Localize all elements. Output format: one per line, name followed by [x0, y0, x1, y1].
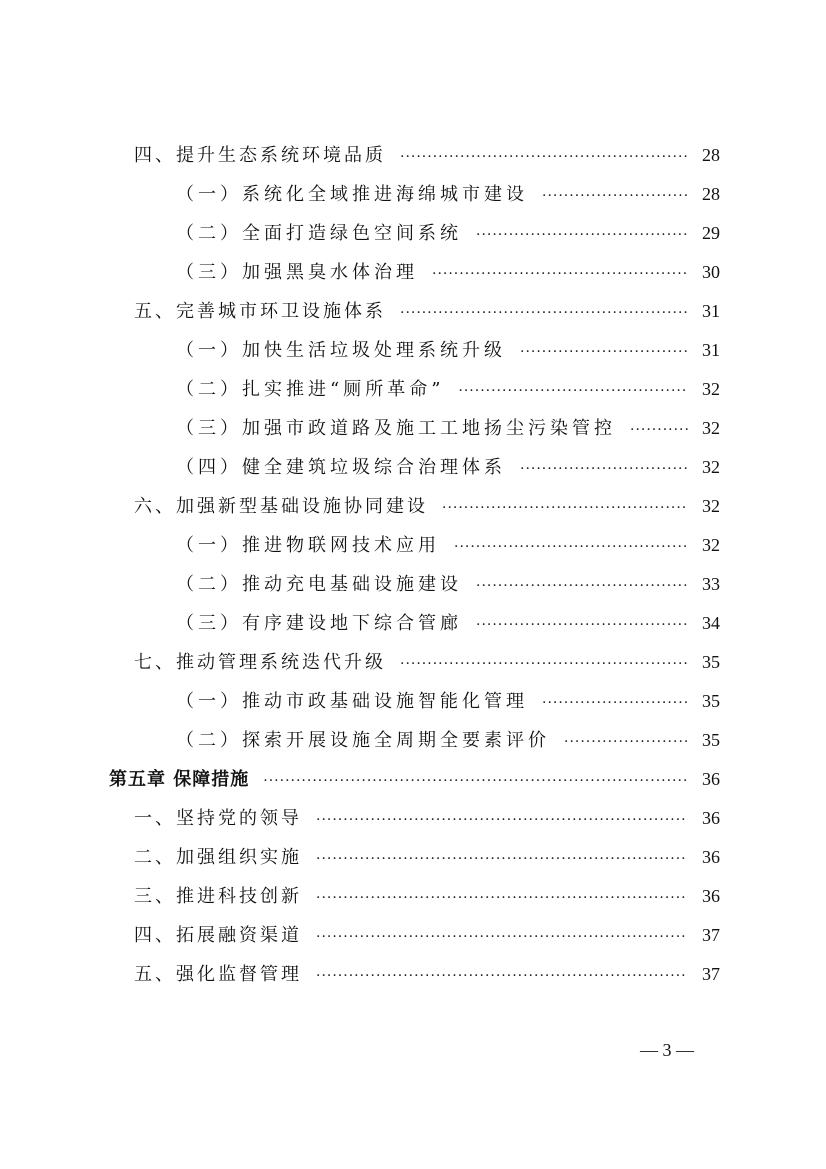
toc-leader-dots — [476, 220, 688, 250]
toc-entry-page: 31 — [702, 340, 720, 360]
toc-entry[interactable] — [134, 803, 720, 833]
toc-entry[interactable] — [134, 920, 720, 950]
toc-leader-dots — [520, 337, 688, 367]
toc-entry[interactable] — [176, 257, 720, 287]
toc-leader-dots — [520, 454, 688, 484]
toc-entry-page: 37 — [702, 964, 720, 984]
toc-leader-dots — [400, 649, 688, 679]
toc-entry[interactable] — [134, 647, 720, 677]
toc-leader-dots — [542, 688, 688, 718]
toc-entry[interactable] — [176, 374, 720, 404]
toc-entry-page: 34 — [702, 613, 720, 633]
toc-entry[interactable] — [176, 569, 720, 599]
toc-leader-dots — [454, 532, 688, 562]
toc-leader-dots — [458, 376, 688, 406]
toc-entry-page: 36 — [702, 808, 720, 828]
toc-leader-dots — [432, 259, 688, 289]
toc-entry-page: 32 — [702, 418, 720, 438]
toc-entry-label: 四、拓展融资渠道 — [134, 925, 302, 946]
toc-entry[interactable] — [176, 686, 720, 716]
toc-chapter-entry[interactable] — [109, 764, 720, 794]
toc-leader-dots — [316, 844, 688, 874]
toc-leader-dots — [630, 415, 688, 445]
toc-leader-dots — [564, 727, 688, 757]
toc-entry-label: 三、推进科技创新 — [134, 886, 302, 907]
toc-entry-label: 一、坚持党的领导 — [134, 808, 302, 829]
toc-entry-label: （二）全面打造绿色空间系统 — [176, 223, 462, 244]
toc-entry-label: （一）系统化全域推进海绵城市建设 — [176, 184, 528, 205]
toc-leader-dots — [316, 961, 688, 991]
toc-entry-page: 35 — [702, 730, 720, 750]
toc-entry[interactable] — [176, 179, 720, 209]
toc-entry-page: 33 — [702, 574, 720, 594]
toc-entry[interactable] — [176, 530, 720, 560]
toc-entry[interactable] — [176, 452, 720, 482]
toc-entry[interactable] — [134, 959, 720, 989]
toc-entry-page: 32 — [702, 379, 720, 399]
toc-entry-page: 36 — [702, 847, 720, 867]
toc-entry-label: （四）健全建筑垃圾综合治理体系 — [176, 457, 506, 478]
toc-entry[interactable] — [134, 842, 720, 872]
toc-entry-page: 36 — [702, 886, 720, 906]
toc-entry-page: 35 — [702, 691, 720, 711]
toc-entry-label: 五、完善城市环卫设施体系 — [134, 301, 386, 322]
toc-entry-label: 六、加强新型基础设施协同建设 — [134, 496, 428, 517]
toc-entry[interactable] — [134, 491, 720, 521]
toc-leader-dots — [400, 142, 688, 172]
toc-entry-label: （一）加快生活垃圾处理系统升级 — [176, 340, 506, 361]
page-number: — 3 — — [640, 1040, 694, 1060]
toc-leader-dots — [316, 922, 688, 952]
toc-leader-dots — [476, 571, 688, 601]
toc-entry-label: 四、提升生态系统环境品质 — [134, 145, 386, 166]
toc-entry-label: （二）扎实推进“厕所革命” — [176, 379, 445, 400]
toc-entry-label: （三）有序建设地下综合管廊 — [176, 613, 462, 634]
toc-entry-label: （二）推动充电基础设施建设 — [176, 574, 462, 595]
toc-entry-page: 31 — [702, 301, 720, 321]
toc-entry[interactable] — [176, 608, 720, 638]
toc-leader-dots — [476, 610, 688, 640]
toc-leader-dots — [263, 766, 688, 796]
toc-leader-dots — [400, 298, 688, 328]
toc-entry-page: 28 — [702, 145, 720, 165]
toc-chapter-label: 第五章 保障措施 — [109, 769, 250, 790]
toc-entry[interactable] — [176, 725, 720, 755]
toc-entry-page: 32 — [702, 496, 720, 516]
toc-entry-label: （二）探索开展设施全周期全要素评价 — [176, 730, 550, 751]
toc-entry[interactable] — [176, 413, 720, 443]
toc-entry-label: 七、推动管理系统迭代升级 — [134, 652, 386, 673]
toc-entry-page: 29 — [702, 223, 720, 243]
toc-leader-dots — [542, 181, 688, 211]
toc-entry-page: 30 — [702, 262, 720, 282]
toc-entry-label: （一）推进物联网技术应用 — [176, 535, 440, 556]
toc-entry[interactable] — [176, 335, 720, 365]
toc-entry-page: 35 — [702, 652, 720, 672]
toc-leader-dots — [316, 805, 688, 835]
toc-entry-label: （三）加强市政道路及施工工地扬尘污染管控 — [176, 418, 616, 439]
toc-entry-page: 32 — [702, 535, 720, 555]
toc-entry[interactable] — [134, 881, 720, 911]
toc-entry[interactable] — [176, 218, 720, 248]
toc-entry-page: 36 — [702, 769, 720, 789]
toc-entry-label: 二、加强组织实施 — [134, 847, 302, 868]
toc-leader-dots — [442, 493, 688, 523]
toc-entry-label: 五、强化监督管理 — [134, 964, 302, 985]
toc-entry[interactable] — [134, 140, 720, 170]
toc-entry-label: （一）推动市政基础设施智能化管理 — [176, 691, 528, 712]
toc-leader-dots — [316, 883, 688, 913]
toc-entry[interactable] — [134, 296, 720, 326]
toc-entry-page: 28 — [702, 184, 720, 204]
toc-entry-page: 37 — [702, 925, 720, 945]
toc-entry-page: 32 — [702, 457, 720, 477]
toc-entry-label: （三）加强黑臭水体治理 — [176, 262, 418, 283]
